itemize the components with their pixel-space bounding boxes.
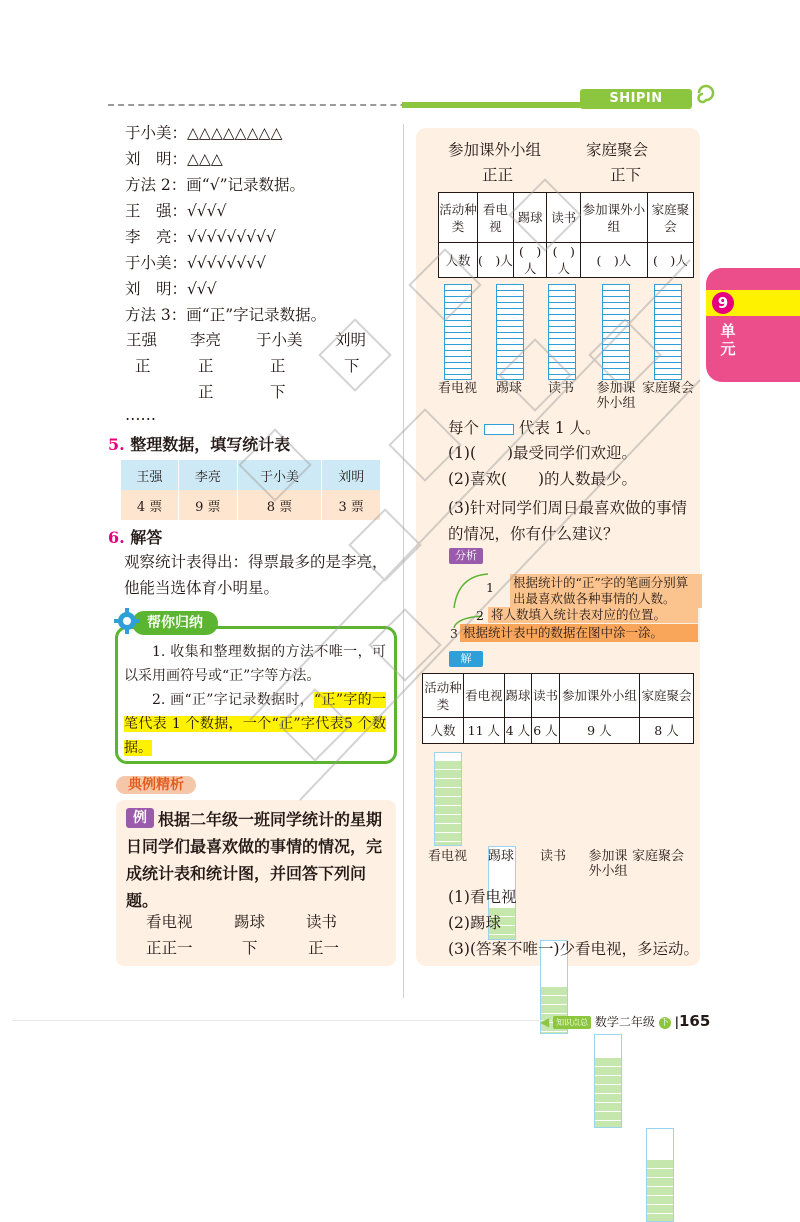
example-category: 读书 (306, 913, 338, 931)
answer: (3)(答案不唯一)少看电视，多运动。 (448, 940, 700, 958)
vote-value: 9 票 (179, 490, 238, 520)
category-top: 家庭聚会 (586, 141, 649, 159)
tally-line: 刘 明：△△△ (125, 150, 223, 168)
category-top: 参加课外小组 (448, 141, 542, 159)
blank-bar-column[interactable] (654, 284, 682, 380)
table-cat: 踢球 (504, 674, 532, 718)
table-cat: 读书 (532, 674, 560, 718)
answer: (2)踢球 (448, 914, 501, 932)
chart-category-label: 看电视 (428, 849, 468, 864)
step-text: 根据统计的“正”字的笔画分别算出最喜欢做各种事情的人数。 (510, 574, 702, 608)
table-row-head: 人数 (439, 243, 478, 278)
table-cat: 参加课外小组 (581, 193, 648, 243)
bar-fill (647, 1160, 673, 1221)
example-text (126, 806, 388, 914)
tally-line: 于小美：√√√√√√√√ (125, 254, 267, 272)
brand-tag: SHIPIN JIANGJIE (580, 89, 692, 109)
summary-highlight: “正”字的一笔代表 1 个数据，一个“正”字代表5 个数据。 (124, 692, 386, 756)
question: (3)针对同学们周日最喜欢做的事情的情况，你有什么建议？ (448, 499, 687, 543)
example-question: 根据二年级一班同学统计的星期日同学们最喜欢做的事情的情况，完成统计表和统计图，并回答下列问题。 (126, 810, 383, 910)
vote-value: 4 票 (121, 490, 179, 520)
answer: (1)看电视 (448, 888, 517, 906)
chart-category-label: 踢球 (496, 381, 523, 396)
bar-fill (595, 1058, 621, 1127)
method-title: 方法 2：画“√”记录数据。 (125, 176, 306, 194)
zheng-name: 于小美 (256, 331, 303, 349)
summary-badge: 帮你归纳 (132, 611, 218, 635)
tally-top: 正下 (610, 166, 642, 184)
table-cat: 家庭聚会 (640, 674, 694, 718)
triangle-icon: ◀ (540, 1015, 550, 1029)
unit-cell-icon (484, 424, 514, 435)
tally-line: 李 亮：√√√√√√√√√ (125, 228, 276, 246)
chart-category-label: 看电视 (438, 381, 478, 396)
swirl-icon (695, 82, 717, 104)
unit-label-1: 单 (720, 322, 736, 340)
summary-text (124, 640, 386, 760)
blank-cell[interactable]: ( )人 (478, 243, 514, 278)
chart-category-label: 踢球 (488, 849, 515, 864)
zheng-tally: 下 (270, 383, 286, 401)
column-divider (403, 124, 404, 998)
blank-cell[interactable]: ( )人 (547, 243, 581, 278)
vote-table (121, 460, 381, 520)
example-tally: 正一 (308, 939, 340, 957)
footer-badge: 知识点总 (553, 1016, 591, 1029)
analysis-tag: 分析 (449, 548, 483, 564)
bar-column (594, 1034, 622, 1128)
book-title: 数学二年级 (594, 1015, 655, 1029)
summary-point (124, 688, 386, 760)
section-5-heading (108, 432, 290, 455)
summary-point-lead: 2. 画“正”字记录数据时， (152, 692, 315, 708)
section-title: 解答 (130, 528, 163, 547)
table-cat: 踢球 (513, 193, 547, 243)
example-tally: 下 (242, 939, 258, 957)
vote-value: 8 票 (237, 490, 322, 520)
chart-category-label: 家庭聚会 (632, 849, 685, 864)
table-value: 6 人 (532, 718, 560, 744)
footer-divider (12, 1020, 552, 1021)
table-cat: 家庭聚会 (647, 193, 693, 243)
blank-stat-table (438, 192, 694, 278)
summary-point: 1. 收集和整理数据的方法不唯一，可以采用画符号或“正”字等方法。 (124, 644, 386, 684)
zheng-name: 王强 (126, 331, 158, 349)
vote-header: 王强 (121, 460, 179, 490)
legend-prefix: 每个 (448, 419, 480, 437)
table-cat: 看电视 (478, 193, 514, 243)
example-tally: 正正一 (146, 939, 193, 957)
page-number: 165 (678, 1012, 711, 1030)
chart-category-label: 参加课外小组 (588, 849, 628, 879)
blank-cell[interactable]: ( )人 (513, 243, 547, 278)
zheng-tally: 正 (270, 357, 286, 375)
table-cat: 看电视 (464, 674, 505, 718)
step-number: 3 (450, 626, 458, 641)
table-row-head: 人数 (423, 718, 464, 744)
example-category: 看电视 (146, 913, 193, 931)
answer-tag: 解 (449, 651, 483, 667)
chart-category-label: 参加课外小组 (596, 381, 636, 411)
filled-stat-table (422, 673, 694, 744)
example-section-header: 典例精析 (116, 776, 196, 794)
answer-line: 观察统计表得出：得票最多的是李亮， (124, 553, 388, 571)
answer-line: 他能当选体育小明星。 (124, 579, 280, 597)
section-number: 6. (108, 528, 125, 547)
blank-bar-column[interactable] (496, 284, 524, 380)
question: (1)( )最受同学们欢迎。 (448, 444, 638, 462)
zheng-name: 刘明 (335, 331, 367, 349)
vote-header: 刘明 (322, 460, 381, 490)
tally-line: 刘 明：√√√ (125, 280, 217, 298)
section-number: 5. (108, 435, 125, 454)
vote-value: 3 票 (322, 490, 381, 520)
table-value: 8 人 (640, 718, 694, 744)
zheng-name: 李亮 (190, 331, 222, 349)
step-number: 2 (476, 608, 484, 623)
vote-header: 李亮 (179, 460, 238, 490)
table-value: 11 人 (464, 718, 505, 744)
step-number: 1 (486, 580, 494, 595)
chart-category-label: 读书 (540, 849, 567, 864)
question: (2)喜欢( )的人数最少。 (448, 470, 638, 488)
unit-number: 9 (712, 292, 734, 314)
zheng-tally: 下 (344, 357, 360, 375)
table-row-head: 活动种类 (439, 193, 478, 243)
legend-line (448, 418, 601, 438)
table-cat: 读书 (547, 193, 581, 243)
bar-column (646, 1128, 674, 1222)
gear-icon (112, 606, 142, 636)
zheng-tally: 正 (198, 383, 214, 401)
section-6-heading (108, 525, 162, 548)
step-text: 根据统计表中的数据在图中涂一涂。 (460, 624, 698, 642)
table-row-head: 活动种类 (423, 674, 464, 718)
zheng-tally: 正 (198, 357, 214, 375)
blank-bar-column[interactable] (548, 284, 576, 380)
example-badge: 例 (126, 808, 154, 828)
table-value: 4 人 (504, 718, 532, 744)
zheng-tally: 正 (135, 357, 151, 375)
chart-category-label: 家庭聚会 (642, 381, 695, 396)
blank-bar-column[interactable] (444, 284, 472, 380)
section-title: 整理数据，填写统计表 (130, 435, 291, 454)
ellipsis: …… (125, 406, 156, 424)
footer: ◀ 知识点总 数学二年级 下 |165 (540, 1012, 711, 1030)
blank-cell[interactable]: ( )人 (647, 243, 693, 278)
vote-header: 于小美 (237, 460, 322, 490)
tally-line: 王 强：√√√√ (125, 202, 227, 220)
chart-category-label: 读书 (548, 381, 575, 396)
legend-suffix: 代表 1 人。 (518, 419, 601, 437)
bar-fill (435, 761, 461, 845)
tally-line: 于小美：△△△△△△△△ (125, 124, 283, 142)
blank-cell[interactable]: ( )人 (581, 243, 648, 278)
table-cat: 参加课外小组 (559, 674, 639, 718)
bar-column (434, 752, 462, 846)
blank-bar-column[interactable] (602, 284, 630, 380)
table-value: 9 人 (559, 718, 639, 744)
unit-label-2: 元 (720, 340, 736, 358)
example-category: 踢球 (234, 913, 266, 931)
tally-top: 正正 (482, 166, 514, 184)
header-accent-bar (402, 102, 582, 108)
method-title: 方法 3：画“正”字记录数据。 (125, 306, 327, 324)
step-text: 将人数填入统计表对应的位置。 (488, 607, 698, 623)
term-badge: 下 (660, 1017, 670, 1028)
